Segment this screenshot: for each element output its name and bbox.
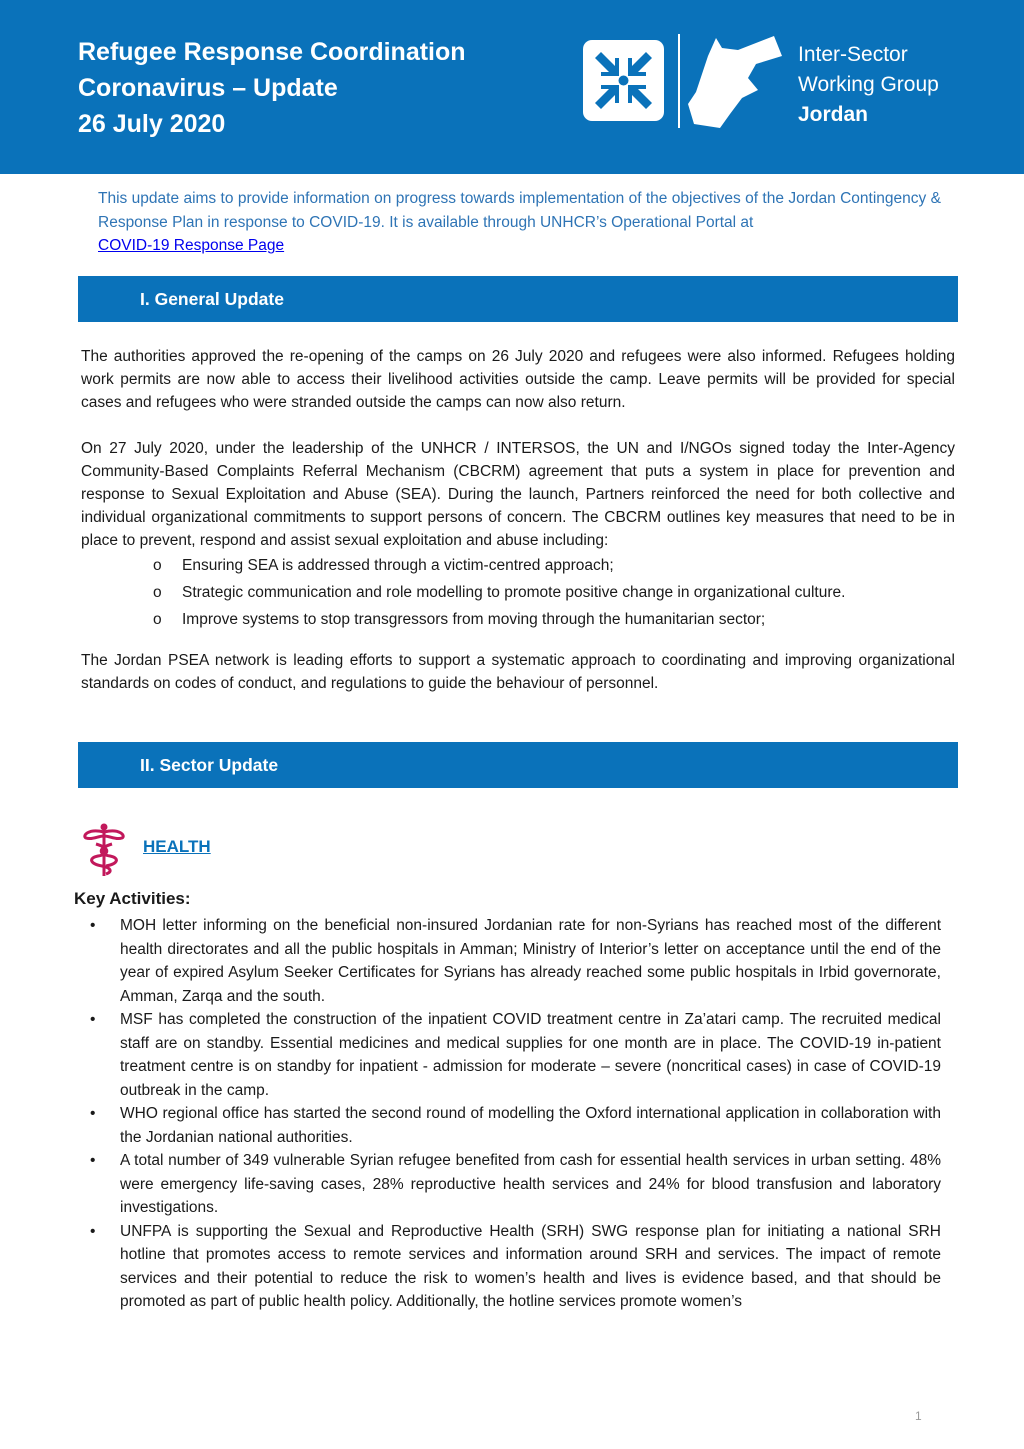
intro-paragraph: [98, 187, 941, 258]
bullet-marker: •: [90, 1105, 96, 1122]
list-item-text: WHO regional office has started the second round of modelling the Oxford international application in collaboration with the Jordanian national authorities.: [120, 1105, 941, 1146]
list-item-text: Improve systems to stop transgressors from moving through the humanitarian sector;: [182, 611, 766, 628]
list-item-text: UNFPA is supporting the Sexual and Reproductive Health (SRH) SWG response plan for initiating a national SRH hotline that promotes access to remote services and information around SRH and services. The impact of remote services and their potential to reduce the risk to women’s health and lives is evidence based, and that should be promoted as part of public health policy. Additionally, the hotline services promote women’s: [120, 1222, 941, 1310]
paragraph: The Jordan PSEA network is leading efforts to support a systematic approach to coordinating and improving organizational standards on codes of conduct, and regulations to guide the behaviour of personnel.: [81, 652, 955, 692]
list-item: [81, 552, 955, 579]
logo-divider: [678, 34, 680, 128]
bullet-marker: •: [90, 1011, 96, 1028]
org-name-line: Jordan: [798, 103, 869, 126]
jordan-map-icon: [686, 34, 786, 137]
activities-list: [90, 914, 941, 1314]
list-item: [81, 606, 955, 633]
list-item-text: A total number of 349 vulnerable Syrian refugee benefited from cash for essential health services in urban setting. 48% were emergency life-saving cases, 28% reproductive health services and 24% for blood transfusion and laboratory investigations.: [120, 1152, 941, 1216]
list-item-text: Ensuring SEA is addressed through a victim-centred approach;: [182, 557, 614, 574]
list-item-text: MOH letter informing on the beneficial non-insured Jordanian rate for non-Syrians has reached most of the different health directorates and all the public hospitals in Amman; Ministry of Interior’s letter on acceptance until the end of the year of expired Asylum Seeker Certificates for Syrians has already reached some public hospitals in Irbid governorate, Amman, Zarqa and the south.: [120, 917, 941, 1005]
list-marker: o: [153, 611, 162, 628]
list-marker: o: [153, 584, 162, 601]
bullet-marker: •: [90, 1222, 96, 1240]
list-item-text: Strategic communication and role modelling to promote positive change in organizational culture.: [182, 584, 846, 601]
list-item: [90, 1220, 941, 1314]
list-item: [90, 1149, 941, 1220]
list-marker: o: [153, 557, 162, 574]
org-name-line: Working Group: [798, 73, 939, 96]
key-activities-heading: Key Activities:: [74, 889, 191, 908]
caduceus-icon: [80, 822, 128, 883]
report-date: 26 July 2020: [78, 110, 226, 138]
measures-list: [81, 552, 955, 633]
list-item: [81, 579, 955, 606]
header-banner: [0, 0, 1024, 174]
covid-response-link[interactable]: COVID-19 Response Page: [98, 237, 285, 254]
document-title: [78, 34, 466, 142]
title-line: Coronavirus – Update: [78, 74, 338, 102]
org-name-line: Inter-Sector: [798, 43, 908, 66]
bullet-marker: •: [90, 917, 96, 934]
page-number: 1: [915, 1409, 922, 1423]
list-item: [90, 1102, 941, 1149]
section-heading-sector: II. Sector Update: [78, 742, 958, 788]
intro-text: This update aims to provide information on progress towards implementation of the objectives of the Jordan Contingency & Response Plan in response to COVID-19. It is available through UNHCR’s Operational Portal at: [98, 190, 941, 231]
bullet-marker: •: [90, 1152, 96, 1169]
unhcr-arrows-icon: [583, 40, 664, 121]
org-name: [798, 40, 939, 130]
paragraph: The authorities approved the re-opening of the camps on 26 July 2020 and refugees were also informed. Refugees holding work permits are now able to access their livelihood activities outside the camp. Leave permits will be provided for special cases and refugees who were stranded outside the camps can now also return.: [81, 348, 955, 411]
list-item: [90, 914, 941, 1008]
list-item: [90, 1008, 941, 1102]
paragraph: On 27 July 2020, under the leadership of the UNHCR / INTERSOS, the UN and I/NGOs signed today the Inter-Agency Community-Based Complaints Referral Mechanism (CBCRM) agreement that puts a system in place for prevention and response to Sexual Exploitation and Abuse (SEA). During the launch, Partners reinforced the need for both collective and individual organizational commitments to support persons of concern. The CBCRM outlines key measures that need to be in place to prevent, respond and assist sexual exploitation and abuse including:: [81, 440, 955, 549]
health-link[interactable]: HEALTH: [143, 837, 211, 856]
general-update-body: [81, 345, 955, 695]
list-item-text: MSF has completed the construction of the inpatient COVID treatment centre in Za’atari camp. The recruited medical staff are on standby. Essential medicines and medical supplies for one month are in place. The COVID-19 in-patient treatment centre is on standby for inpatient - admission for moderate – severe (noncritical cases) in case of COVID-19 outbreak in the camp.: [120, 1011, 941, 1099]
section-heading-general: I. General Update: [78, 276, 958, 322]
title-line: Refugee Response Coordination: [78, 38, 466, 66]
